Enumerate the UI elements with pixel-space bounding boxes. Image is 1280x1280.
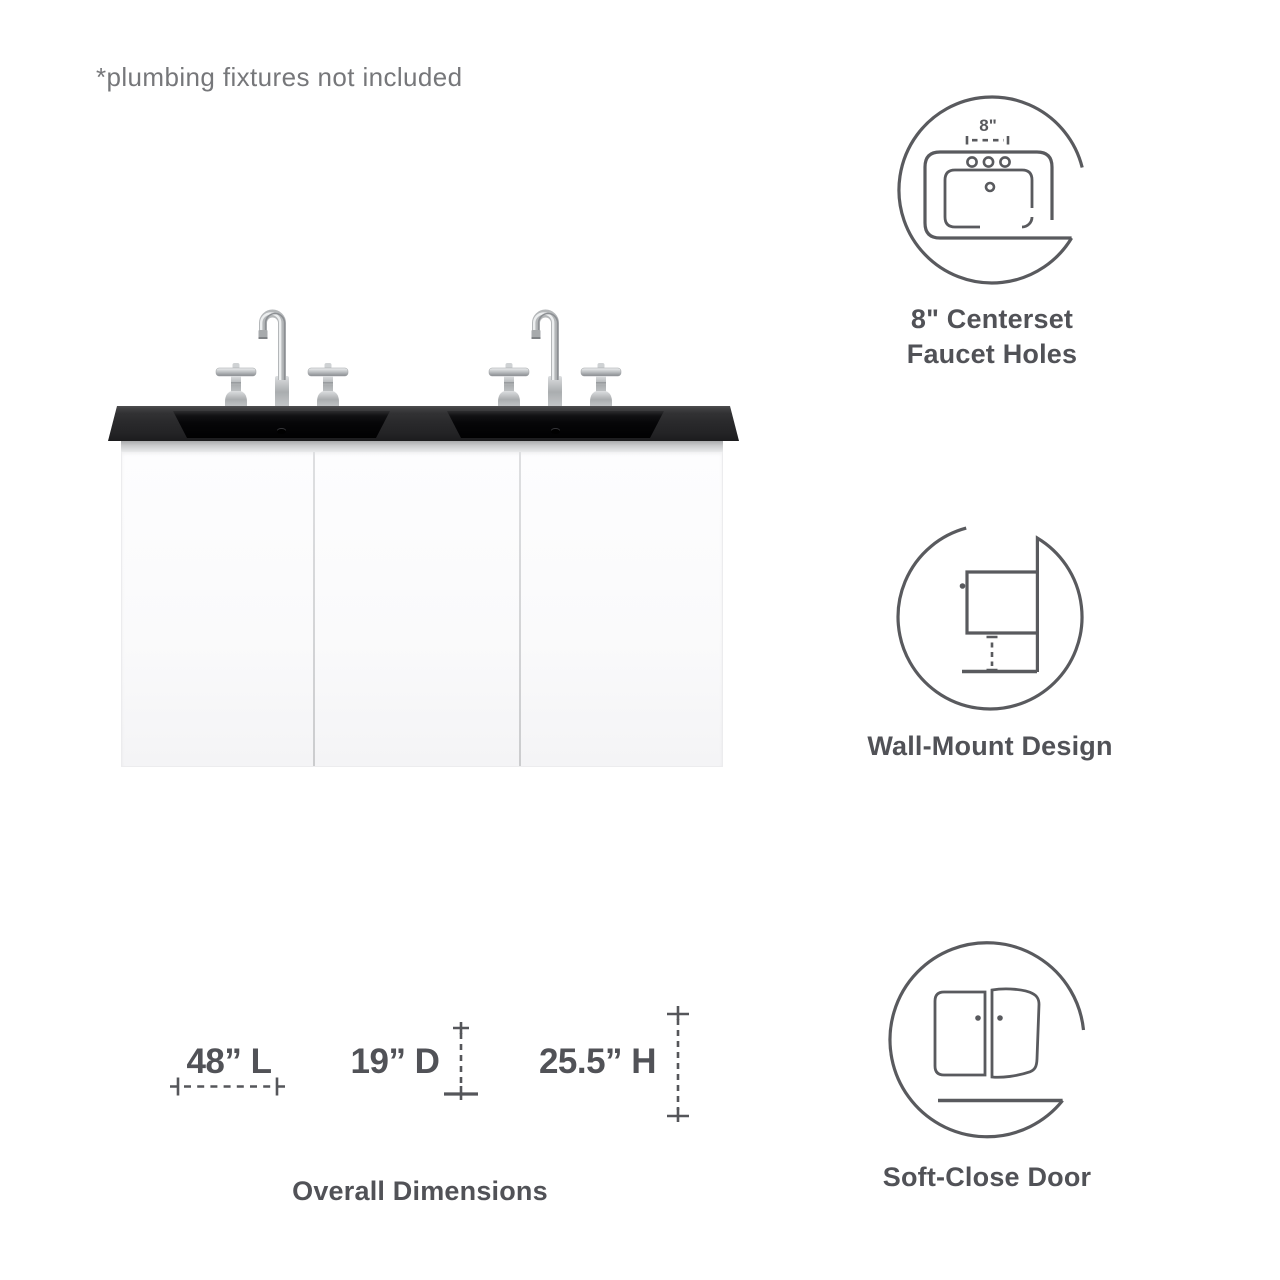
door-seam-left [313, 452, 315, 766]
centerset-measure-annotation: 8" [979, 116, 997, 135]
feature-label-wall-mount: Wall-Mount Design [867, 731, 1113, 761]
door-knob-dot [997, 1015, 1003, 1021]
door-knob-dot [960, 583, 966, 589]
feature-label-soft-close: Soft-Close Door [882, 1162, 1092, 1192]
sink-basin-left [173, 411, 390, 438]
length-measure-line [170, 1076, 285, 1098]
faucet-holes-icon [877, 75, 1107, 305]
height-measure-line [657, 1006, 699, 1122]
faucet-right [470, 296, 640, 412]
soft-close-door-icon [872, 925, 1102, 1155]
door-seam-right [519, 452, 521, 766]
dimensions-caption: Overall Dimensions [292, 1176, 548, 1206]
cabinet-top-rail [121, 441, 723, 452]
feature-label-faucet-holes: 8" Centerset Faucet Holes [906, 304, 1078, 369]
faucet-spout [259, 314, 290, 409]
vanity-cabinet [121, 452, 723, 767]
depth-measure-line [442, 1022, 484, 1102]
drain-hole-icon [277, 429, 286, 434]
faucet-handle-hot [581, 363, 621, 408]
dimension-height: 25.5” H [538, 1042, 657, 1081]
faucet-spout [532, 314, 563, 409]
dimension-depth: 19” D [350, 1042, 440, 1081]
drain-hole-icon [551, 429, 560, 434]
disclaimer-text: *plumbing fixtures not included [96, 62, 463, 92]
wall-mount-icon [875, 502, 1105, 732]
sink-basin-right [447, 411, 664, 438]
faucet-handle-hot [308, 363, 348, 408]
faucet-handle-cold [216, 363, 256, 408]
door-knob-dot [975, 1015, 981, 1021]
faucet-handle-cold [489, 363, 529, 408]
faucet-left [197, 296, 367, 412]
dimension-length: 48” L [186, 1042, 272, 1081]
